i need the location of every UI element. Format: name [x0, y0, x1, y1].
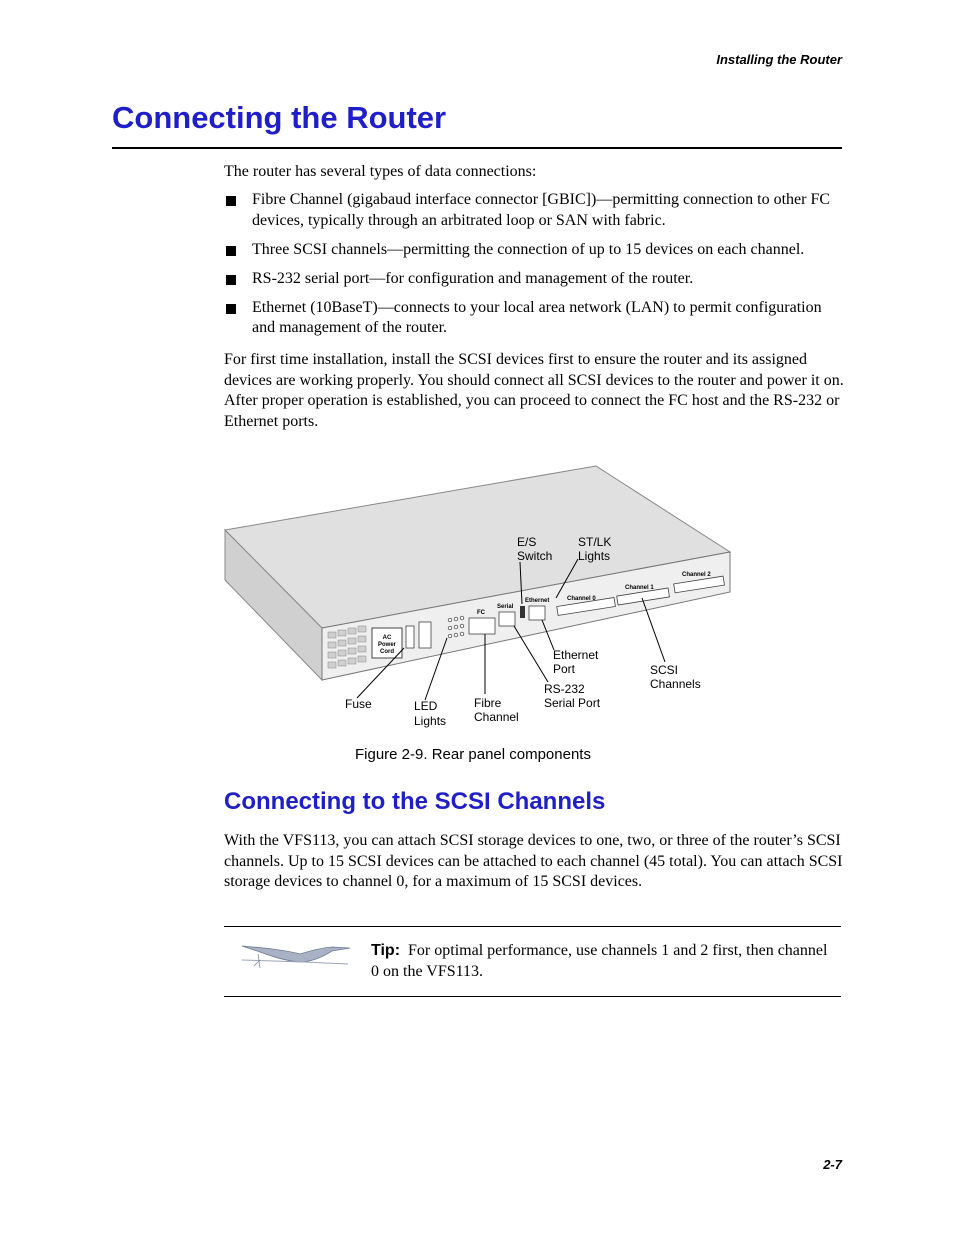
es-switch-label: E/S	[517, 535, 537, 549]
ac-label: AC	[382, 635, 392, 641]
ethernet-port-label: Ethernet	[553, 648, 599, 662]
power-switch	[419, 622, 431, 648]
list-item: RS-232 serial port—for configuration and management of the router.	[224, 269, 844, 290]
channel2-panel-label: Channel 2	[682, 572, 711, 578]
fc-panel-label: FC	[477, 610, 485, 616]
title-rule	[112, 147, 842, 149]
figure-caption: Figure 2-9. Rear panel components	[355, 746, 591, 763]
tip-rule-top	[224, 926, 841, 927]
bullet-square-icon	[226, 275, 236, 285]
serial-port	[499, 612, 515, 626]
page-number: 2-7	[823, 1157, 842, 1172]
scsi-paragraph: With the VFS113, you can attach SCSI storage devices to one, two, or three of the router’s SCSI channels. Up to 15 SCSI devices can be attached to each channel (45 total). You can attach SCSI storage devices to channel 0, for a maximum of 15 SCSI devices.	[224, 832, 843, 890]
tip-label: Tip:	[371, 942, 401, 959]
page-title: Connecting the Router	[112, 100, 447, 135]
channel1-panel-label: Channel 1	[625, 585, 654, 591]
led-label: LED	[414, 699, 438, 713]
tip-body: For optimal performance, use channels 1 and 2 first, then channel 0 on the VFS113.	[371, 942, 828, 980]
fuse-holder	[406, 626, 414, 648]
bullet-square-icon	[226, 196, 236, 206]
fuse-label: Fuse	[345, 697, 372, 711]
scsi-channels-label-2: Channels	[650, 677, 701, 691]
section-title: Connecting to the SCSI Channels	[224, 788, 606, 815]
list-item: Ethernet (10BaseT)—connects to your local area network (LAN) to permit configuration and management of the router.	[224, 298, 844, 339]
stlk-label: ST/LK	[578, 535, 612, 549]
intro-text: The router has several types of data connections:	[224, 163, 537, 180]
tip-rule-bottom	[224, 996, 841, 997]
list-item: Fibre Channel (gigabaud interface connector [GBIC])—permitting connection to other FC devices, typically through an arbitrated loop or SAN with fabric.	[224, 190, 844, 231]
led-lights	[448, 616, 464, 638]
led-label-2: Lights	[414, 714, 447, 728]
roadrunner-tip-icon	[240, 938, 352, 972]
rs232-label: RS-232	[544, 682, 585, 696]
serial-panel-label: Serial	[497, 604, 514, 610]
fibre-channel-port	[469, 618, 495, 634]
es-switch-label-2: Switch	[517, 549, 553, 563]
fibre-label: Fibre	[474, 696, 502, 710]
fibre-label-2: Channel	[474, 710, 519, 724]
channel0-panel-label: Channel 0	[567, 596, 596, 602]
rear-panel-figure	[222, 462, 734, 734]
running-header: Installing the Router	[716, 52, 842, 67]
installation-paragraph: For first time installation, install the SCSI devices first to ensure the router and its assigned devices are working properly. You should connect all SCSI devices to the router and power it on. After proper operation is established, you can proceed to connect the FC host and the RS-232 or Ethernet ports.	[224, 351, 844, 430]
list-item: Three SCSI channels—permitting the connection of up to 15 devices on each channel.	[224, 240, 844, 261]
bullet-square-icon	[226, 304, 236, 314]
ethernet-port	[529, 606, 545, 620]
cord-label: Cord	[380, 649, 394, 655]
ethernet-port-label-2: Port	[553, 662, 576, 676]
stlk-label-2: Lights	[578, 549, 611, 563]
bullet-square-icon	[226, 246, 236, 256]
tip-text	[371, 941, 831, 982]
ethernet-panel-label: Ethernet	[525, 598, 550, 604]
rs232-label-2: Serial Port	[544, 696, 601, 710]
power-label: Power	[377, 642, 397, 648]
connection-list	[224, 190, 844, 347]
es-switch	[520, 606, 525, 618]
scsi-channels-label: SCSI	[650, 663, 679, 677]
